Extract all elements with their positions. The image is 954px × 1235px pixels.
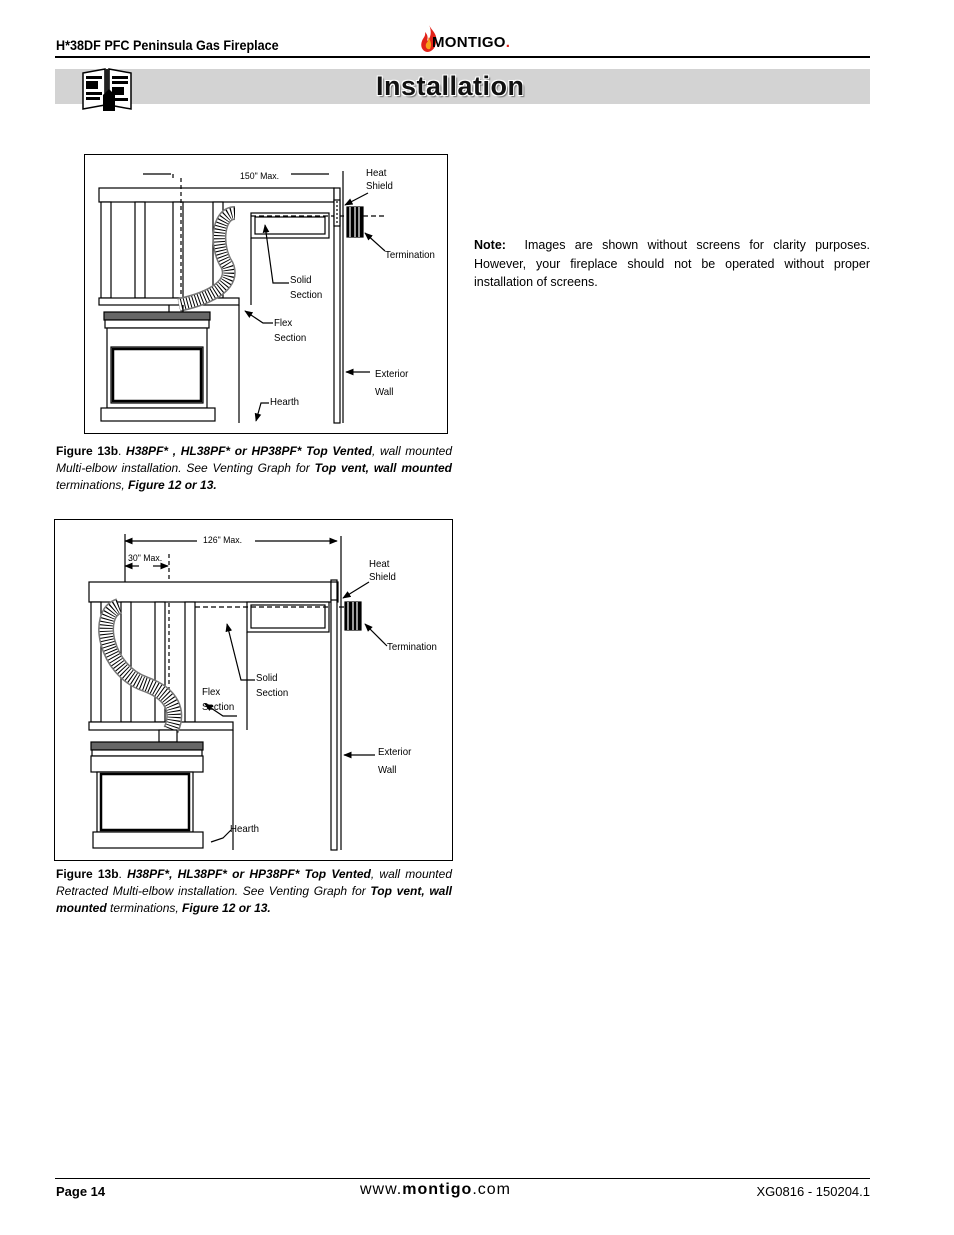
hearth-label: Hearth bbox=[230, 823, 259, 835]
dimension-small-label: 30" Max. bbox=[128, 553, 163, 564]
page-number: Page 14 bbox=[56, 1184, 106, 1199]
heat-shield-label: Heat Shield bbox=[369, 558, 396, 583]
exterior-wall-label: Exterior Wall bbox=[378, 746, 412, 776]
solid-section-label: Solid Section bbox=[290, 274, 323, 301]
dimension-max-label: 150" Max. bbox=[240, 171, 280, 182]
montigo-logo bbox=[418, 24, 518, 54]
flex-section-label: Flex Section bbox=[202, 686, 235, 713]
footer-rule bbox=[55, 1178, 870, 1179]
website-link[interactable]: www.montigo.com bbox=[360, 1181, 511, 1198]
figure-b-caption: Figure 13b. H38PF*, HL38PF* or HP38PF* Top Vented, wall mounted Retracted Multi-elbow installation. See Venting Graph for Top vent, wall mounted terminations, Figure 12 or 13. bbox=[56, 867, 452, 915]
dimension-max-label: 126" Max. bbox=[203, 535, 243, 546]
document-title: H*38DF PFC Peninsula Gas Fireplace bbox=[56, 37, 279, 53]
figure-a-diagram bbox=[84, 154, 448, 434]
screen-note bbox=[474, 236, 870, 292]
termination-label: Termination bbox=[385, 249, 435, 261]
exterior-wall-label: Exterior Wall bbox=[375, 368, 409, 398]
solid-section-label: Solid Section bbox=[256, 672, 289, 699]
logo-wordmark: MONTIGO. bbox=[432, 34, 511, 51]
note-text: Images are shown without screens for clarity purposes. However, your fireplace should not be operated without proper installation of screens. bbox=[474, 238, 871, 289]
note-label: Note: bbox=[474, 238, 506, 252]
header-rule bbox=[55, 56, 870, 58]
figure-b-diagram bbox=[54, 519, 453, 861]
hearth-label: Hearth bbox=[270, 396, 299, 408]
manual-book-icon bbox=[79, 65, 135, 113]
flex-section-label: Flex Section bbox=[274, 317, 307, 344]
section-banner bbox=[55, 69, 870, 104]
termination-label: Termination bbox=[387, 641, 437, 653]
section-title: Installation bbox=[376, 71, 525, 101]
document-reference: XG0816 - 150204.1 bbox=[756, 1184, 870, 1199]
heat-shield-label: Heat Shield bbox=[366, 167, 393, 192]
figure-a-caption: Figure 13b. H38PF* , HL38PF* or HP38PF* Top Vented, wall mounted Multi-elbow installation. See Venting Graph for Top vent, wall mounted terminations, Figure 12 or 13. bbox=[56, 444, 453, 492]
